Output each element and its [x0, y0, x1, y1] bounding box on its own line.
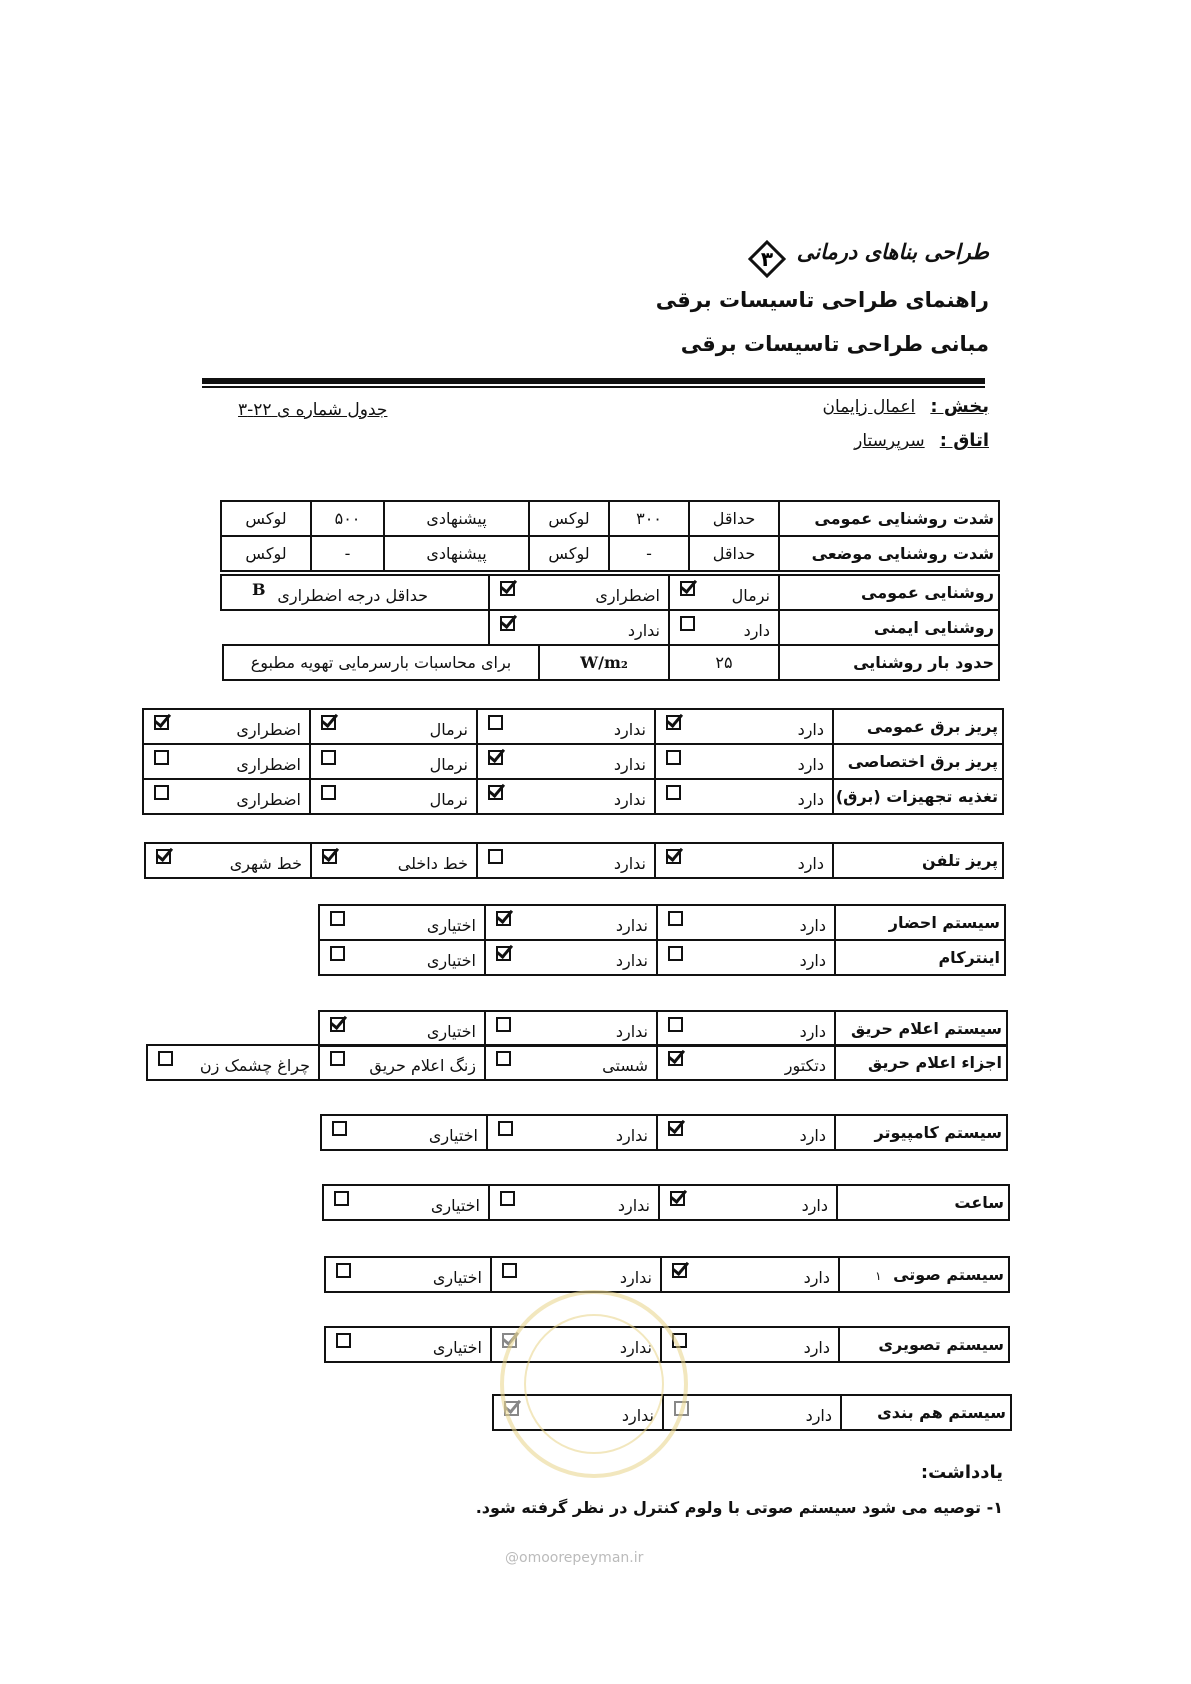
svg-text:۳: ۳	[760, 247, 774, 271]
section-badge	[748, 240, 786, 278]
phone-row	[145, 843, 1003, 878]
local-min-value: -	[609, 536, 689, 571]
checkbox-icon[interactable]	[500, 616, 515, 631]
room-value: سرپرستار	[854, 431, 925, 451]
min-emergency-grade-value: B	[252, 580, 266, 599]
bonding-label: سیستم هم بندی	[841, 1395, 1011, 1430]
local-min-label: حداقل	[689, 536, 779, 571]
socket-emergency[interactable]: اضطراری	[143, 709, 310, 744]
computer-has[interactable]: دارد	[657, 1115, 835, 1150]
sockets-table	[142, 708, 1004, 815]
fire-alarm-optional[interactable]: اختیاری	[319, 1011, 485, 1046]
checkbox-icon[interactable]	[668, 911, 683, 926]
header-title-3: مبانی طراحی تاسیسات برقی	[680, 332, 989, 356]
checkbox-icon[interactable]	[322, 849, 337, 864]
checkbox-icon[interactable]	[154, 785, 169, 800]
emergency-lighting-row	[221, 610, 999, 645]
general-rec-value: ۵۰۰	[311, 501, 384, 536]
fire-bell[interactable]: زنگ اعلام حریق	[319, 1045, 485, 1080]
call-label: سیستم احضار	[835, 905, 1005, 940]
general-intensity-row	[221, 501, 999, 536]
fire-alarm-none[interactable]: ندارد	[485, 1011, 657, 1046]
general-lighting-emergency[interactable]: اضطراری	[489, 575, 669, 610]
checkbox-icon[interactable]	[321, 785, 336, 800]
checkbox-icon[interactable]	[502, 1263, 517, 1278]
fire-alarm-row	[319, 1011, 1007, 1046]
general-min-label: حداقل	[689, 501, 779, 536]
audio-none[interactable]: ندارد	[491, 1257, 661, 1292]
checkbox-icon[interactable]	[496, 1051, 511, 1066]
clock-optional[interactable]: اختیاری	[323, 1185, 489, 1220]
video-optional[interactable]: اختیاری	[325, 1327, 491, 1362]
socket-label: تغذیه تجهیزات (برق)	[833, 779, 1003, 814]
socket-label: پریز برق عمومی	[833, 709, 1003, 744]
checkbox-icon[interactable]	[668, 1121, 683, 1136]
header-rule-thick	[202, 378, 985, 384]
note-item-1: ۱- توصیه می شود سیستم صوتی با ولوم کنترل در نظر گرفته شود.	[475, 1498, 1003, 1517]
intercom-optional[interactable]: اختیاری	[319, 940, 485, 975]
general-lighting-normal[interactable]: نرمال	[669, 575, 779, 610]
checkbox-icon[interactable]	[321, 715, 336, 730]
load-limit-note: برای محاسبات بارسرمایی تهویه مطبوع	[223, 645, 539, 680]
call-has[interactable]: دارد	[657, 905, 835, 940]
emergency-lighting-has[interactable]: دارد	[669, 610, 779, 645]
checkbox-icon[interactable]	[680, 581, 695, 596]
intercom-label: اینترکام	[835, 940, 1005, 975]
intercom-none[interactable]: ندارد	[485, 940, 657, 975]
checkbox-icon[interactable]	[496, 1017, 511, 1032]
checkbox-icon[interactable]	[488, 849, 503, 864]
socket-row	[143, 744, 1003, 779]
checkbox-icon[interactable]	[666, 750, 681, 765]
checkbox-icon[interactable]	[154, 715, 169, 730]
checkbox-icon[interactable]	[330, 911, 345, 926]
checkbox-icon[interactable]	[500, 1191, 515, 1206]
general-rec-label: پیشنهادی	[384, 501, 529, 536]
header-title-2: راهنمای طراحی تاسیسات برقی	[655, 288, 989, 312]
checkbox-icon[interactable]	[680, 616, 695, 631]
intercom-has[interactable]: دارد	[657, 940, 835, 975]
socket-emergency[interactable]: اضطراری	[143, 779, 310, 814]
fire-parts-row	[147, 1045, 1007, 1080]
checkbox-icon[interactable]	[670, 1191, 685, 1206]
bonding-has[interactable]: دارد	[663, 1395, 841, 1430]
socket-row	[143, 779, 1003, 814]
checkbox-icon[interactable]	[668, 1017, 683, 1032]
general-lighting-label: روشنایی عمومی	[779, 575, 999, 610]
clock-label: ساعت	[837, 1185, 1009, 1220]
clock-has[interactable]: دارد	[659, 1185, 837, 1220]
socket-row	[143, 709, 1003, 744]
local-intensity-row	[221, 536, 999, 571]
checkbox-icon[interactable]	[668, 1051, 683, 1066]
header-title-1: طراحی بناهای درمانی	[796, 240, 989, 264]
footnote-marker: ۱	[875, 1269, 882, 1283]
load-limit-unit: W/m₂	[539, 645, 669, 680]
call-row	[319, 905, 1005, 940]
intercom-row	[319, 940, 1005, 975]
checkbox-icon[interactable]	[330, 1051, 345, 1066]
room-label: اتاق :	[939, 430, 989, 451]
video-has[interactable]: دارد	[661, 1327, 839, 1362]
checkbox-icon[interactable]	[330, 1017, 345, 1032]
table-reference: جدول شماره ی ۲۲-۳	[238, 400, 388, 420]
checkbox-icon[interactable]	[158, 1051, 173, 1066]
general-min-value: ۳۰۰	[609, 501, 689, 536]
socket-none[interactable]: ندارد	[477, 779, 655, 814]
fire-alarm-label: سیستم اعلام حریق	[835, 1011, 1007, 1046]
checkbox-icon[interactable]	[498, 1121, 513, 1136]
computer-optional[interactable]: اختیاری	[321, 1115, 487, 1150]
min-emergency-grade: حداقل درجه اضطراری B	[221, 575, 489, 610]
audio-table	[324, 1256, 1010, 1293]
fire-alarm-has[interactable]: دارد	[657, 1011, 835, 1046]
socket-none[interactable]: ندارد	[477, 709, 655, 744]
checkbox-icon[interactable]	[332, 1121, 347, 1136]
clock-row	[323, 1185, 1009, 1220]
checkbox-icon[interactable]	[156, 849, 171, 864]
checkbox-icon[interactable]	[666, 715, 681, 730]
call-optional[interactable]: اختیاری	[319, 905, 485, 940]
checkbox-icon[interactable]	[321, 750, 336, 765]
computer-row	[321, 1115, 1007, 1150]
notes-title: یادداشت:	[920, 1462, 1003, 1483]
socket-has[interactable]: دارد	[655, 709, 833, 744]
checkbox-icon[interactable]	[488, 785, 503, 800]
local-rec-value: -	[311, 536, 384, 571]
call-none[interactable]: ندارد	[485, 905, 657, 940]
local-unit-2: لوکس	[221, 536, 311, 571]
lighting-intensity-table	[220, 500, 1000, 572]
general-unit-1: لوکس	[529, 501, 609, 536]
socket-none[interactable]: ندارد	[477, 744, 655, 779]
video-none[interactable]: ندارد	[491, 1327, 661, 1362]
checkbox-icon[interactable]	[154, 750, 169, 765]
general-unit-2: لوکس	[221, 501, 311, 536]
fire-flash-light[interactable]: چراغ چشمک زن	[147, 1045, 319, 1080]
phone-internal-line[interactable]: خط داخلی	[311, 843, 477, 878]
socket-emergency[interactable]: اضطراری	[143, 744, 310, 779]
audio-label: سیستم صوتی ۱	[839, 1257, 1009, 1292]
socket-has[interactable]: دارد	[655, 779, 833, 814]
computer-none[interactable]: ندارد	[487, 1115, 657, 1150]
audio-optional[interactable]: اختیاری	[325, 1257, 491, 1292]
checkbox-icon[interactable]	[488, 750, 503, 765]
load-limit-row	[223, 645, 999, 680]
checkbox-icon[interactable]	[336, 1263, 351, 1278]
phone-label: پریز تلفن	[833, 843, 1003, 878]
emergency-lighting-none[interactable]: ندارد	[489, 610, 669, 645]
fire-push-button[interactable]: شستی	[485, 1045, 657, 1080]
local-unit-1: لوکس	[529, 536, 609, 571]
checkbox-icon[interactable]	[666, 785, 681, 800]
clock-none[interactable]: ندارد	[489, 1185, 659, 1220]
checkbox-icon[interactable]	[330, 946, 345, 961]
bonding-none[interactable]: ندارد	[493, 1395, 663, 1430]
socket-has[interactable]: دارد	[655, 744, 833, 779]
phone-city-line[interactable]: خط شهری	[145, 843, 311, 878]
header-rule-thin	[202, 386, 985, 388]
checkbox-icon[interactable]	[334, 1191, 349, 1206]
socket-normal[interactable]: نرمال	[310, 744, 477, 779]
socket-normal[interactable]: نرمال	[310, 779, 477, 814]
phone-table	[144, 842, 1004, 879]
video-label: سیستم تصویری	[839, 1327, 1009, 1362]
socket-normal[interactable]: نرمال	[310, 709, 477, 744]
computer-label: سیستم کامپیوتر	[835, 1115, 1007, 1150]
section-value: اعمال زایمان	[822, 397, 916, 417]
checkbox-icon[interactable]	[336, 1333, 351, 1348]
fire-parts-table	[146, 1044, 1008, 1081]
load-limit-label: حدود بار روشنایی	[779, 645, 999, 680]
emergency-lighting-label: روشنایی ایمنی	[779, 610, 999, 645]
checkbox-icon[interactable]	[500, 581, 515, 596]
checkbox-icon[interactable]	[666, 849, 681, 864]
load-limit-table	[222, 644, 1000, 681]
checkbox-icon[interactable]	[488, 715, 503, 730]
checkbox-icon[interactable]	[496, 946, 511, 961]
phone-has[interactable]: دارد	[655, 843, 833, 878]
fire-parts-label: اجزاء اعلام حریق	[835, 1045, 1007, 1080]
socket-label: پریز برق اختصاصی	[833, 744, 1003, 779]
fire-detector[interactable]: دتکتور	[657, 1045, 835, 1080]
local-rec-label: پیشنهادی	[384, 536, 529, 571]
clock-table	[322, 1184, 1010, 1221]
section-label: بخش :	[930, 396, 989, 417]
phone-none[interactable]: ندارد	[477, 843, 655, 878]
audio-has[interactable]: دارد	[661, 1257, 839, 1292]
checkbox-icon[interactable]	[496, 911, 511, 926]
fire-alarm-table	[318, 1010, 1008, 1047]
checkbox-icon[interactable]	[672, 1263, 687, 1278]
lighting-options-table	[220, 574, 1000, 646]
load-limit-value: ۲۵	[669, 645, 779, 680]
audio-row	[325, 1257, 1009, 1292]
general-intensity-label: شدت روشنایی عمومی	[779, 501, 999, 536]
watermark-seal	[500, 1290, 688, 1478]
room-info	[854, 430, 989, 451]
call-systems-table	[318, 904, 1006, 976]
local-intensity-label: شدت روشنایی موضعی	[779, 536, 999, 571]
checkbox-icon[interactable]	[668, 946, 683, 961]
general-lighting-row	[221, 575, 999, 610]
watermark-url: @omoorepeyman.ir	[505, 1550, 644, 1566]
empty-cell	[221, 610, 489, 645]
section-info	[822, 396, 989, 417]
computer-table	[320, 1114, 1008, 1151]
